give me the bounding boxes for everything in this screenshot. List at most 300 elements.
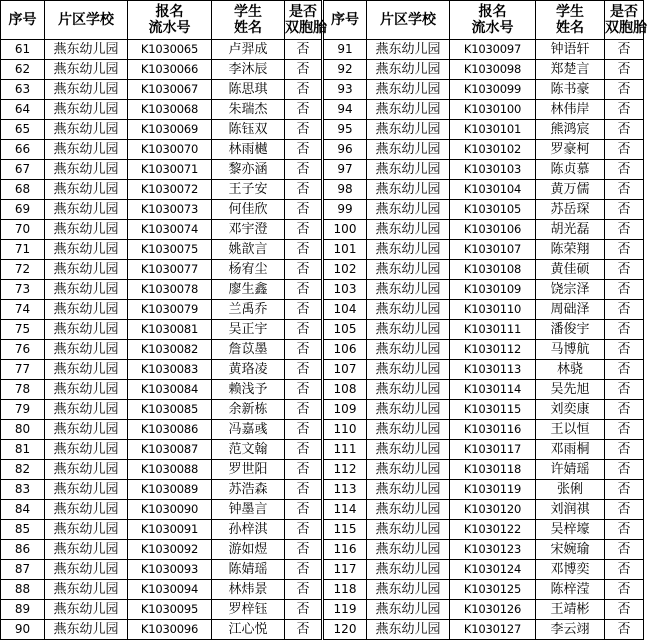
twin-cell: 否 xyxy=(285,140,323,160)
school-cell: 燕东幼儿园 xyxy=(45,80,128,100)
table-row xyxy=(1,360,644,380)
serial-cell: K1030108 xyxy=(450,260,536,280)
student-name-cell: 兰禹乔 xyxy=(212,300,285,320)
twin-cell: 否 xyxy=(285,420,323,440)
header-serial xyxy=(128,1,212,40)
student-name-cell: 饶宗泽 xyxy=(536,280,605,300)
school-cell: 燕东幼儿园 xyxy=(45,240,128,260)
header-twin-line2: 双胞胎 xyxy=(285,20,327,36)
table-header xyxy=(1,1,647,40)
serial-cell: K1030091 xyxy=(128,520,212,540)
student-name-cell: 孙梓淇 xyxy=(212,520,285,540)
school-cell: 燕东幼儿园 xyxy=(45,320,128,340)
header-twin xyxy=(605,1,647,40)
twin-cell: 否 xyxy=(285,360,323,380)
seq-cell: 106 xyxy=(323,340,367,360)
seq-cell: 105 xyxy=(323,320,367,340)
school-cell: 燕东幼儿园 xyxy=(367,260,450,280)
seq-cell: 67 xyxy=(1,160,45,180)
seq-cell: 81 xyxy=(1,440,45,460)
school-cell: 燕东幼儿园 xyxy=(45,520,128,540)
seq-cell: 66 xyxy=(1,140,45,160)
twin-cell: 否 xyxy=(285,240,323,260)
seq-cell: 87 xyxy=(1,560,45,580)
serial-cell: K1030111 xyxy=(450,320,536,340)
serial-cell: K1030072 xyxy=(128,180,212,200)
serial-cell: K1030081 xyxy=(128,320,212,340)
twin-cell: 否 xyxy=(605,520,644,540)
school-cell: 燕东幼儿园 xyxy=(45,500,128,520)
seq-cell: 64 xyxy=(1,100,45,120)
header-serial-line1: 报名 xyxy=(478,4,507,20)
twin-cell: 否 xyxy=(285,180,323,200)
table-row xyxy=(1,220,644,240)
school-cell: 燕东幼儿园 xyxy=(367,480,450,500)
table-row xyxy=(1,320,644,340)
twin-cell: 否 xyxy=(605,200,644,220)
twin-cell: 否 xyxy=(605,500,644,520)
student-name-cell: 刘润祺 xyxy=(536,500,605,520)
school-cell: 燕东幼儿园 xyxy=(367,120,450,140)
seq-cell: 84 xyxy=(1,500,45,520)
header-twin-line2: 双胞胎 xyxy=(605,20,647,36)
seq-cell: 74 xyxy=(1,300,45,320)
table-row xyxy=(1,300,644,320)
header-school xyxy=(367,1,450,40)
serial-cell: K1030085 xyxy=(128,400,212,420)
school-cell: 燕东幼儿园 xyxy=(45,280,128,300)
school-cell: 燕东幼儿园 xyxy=(45,420,128,440)
twin-cell: 否 xyxy=(285,160,323,180)
student-name-cell: 陈婧瑶 xyxy=(212,560,285,580)
twin-cell: 否 xyxy=(285,40,323,60)
serial-cell: K1030097 xyxy=(450,40,536,60)
twin-cell: 否 xyxy=(605,80,644,100)
student-name-cell: 潘俊宇 xyxy=(536,320,605,340)
table-row xyxy=(1,540,644,560)
header-name xyxy=(536,1,605,40)
school-cell: 燕东幼儿园 xyxy=(45,180,128,200)
twin-cell: 否 xyxy=(605,100,644,120)
student-name-cell: 王靖彬 xyxy=(536,600,605,620)
serial-cell: K1030113 xyxy=(450,360,536,380)
seq-cell: 96 xyxy=(323,140,367,160)
student-name-cell: 苏浩森 xyxy=(212,480,285,500)
table-row xyxy=(1,380,644,400)
student-name-cell: 赖浅予 xyxy=(212,380,285,400)
header-name xyxy=(212,1,285,40)
header-name-line1: 学生 xyxy=(234,4,262,20)
school-cell: 燕东幼儿园 xyxy=(367,440,450,460)
seq-cell: 99 xyxy=(323,200,367,220)
twin-cell: 否 xyxy=(285,120,323,140)
school-cell: 燕东幼儿园 xyxy=(45,160,128,180)
header-serial-line2: 流水号 xyxy=(148,20,191,36)
twin-cell: 否 xyxy=(605,460,644,480)
student-name-cell: 陈梓滢 xyxy=(536,580,605,600)
seq-cell: 113 xyxy=(323,480,367,500)
school-cell: 燕东幼儿园 xyxy=(367,360,450,380)
school-cell: 燕东幼儿园 xyxy=(367,300,450,320)
serial-cell: K1030087 xyxy=(128,440,212,460)
seq-cell: 77 xyxy=(1,360,45,380)
seq-cell: 92 xyxy=(323,60,367,80)
header-serial-line2: 流水号 xyxy=(471,20,514,36)
seq-cell: 62 xyxy=(1,60,45,80)
seq-cell: 101 xyxy=(323,240,367,260)
serial-cell: K1030070 xyxy=(128,140,212,160)
student-name-cell: 马博航 xyxy=(536,340,605,360)
school-cell: 燕东幼儿园 xyxy=(367,240,450,260)
serial-cell: K1030100 xyxy=(450,100,536,120)
serial-cell: K1030104 xyxy=(450,180,536,200)
seq-cell: 76 xyxy=(1,340,45,360)
twin-cell: 否 xyxy=(605,580,644,600)
twin-cell: 否 xyxy=(285,440,323,460)
student-name-cell: 林雨樾 xyxy=(212,140,285,160)
school-cell: 燕东幼儿园 xyxy=(45,260,128,280)
student-name-cell: 詹苡墨 xyxy=(212,340,285,360)
student-name-cell: 李云翊 xyxy=(536,620,605,640)
serial-cell: K1030074 xyxy=(128,220,212,240)
school-cell: 燕东幼儿园 xyxy=(367,140,450,160)
twin-cell: 否 xyxy=(605,300,644,320)
student-name-cell: 罗世阳 xyxy=(212,460,285,480)
school-cell: 燕东幼儿园 xyxy=(367,560,450,580)
school-cell: 燕东幼儿园 xyxy=(367,180,450,200)
serial-cell: K1030110 xyxy=(450,300,536,320)
seq-cell: 97 xyxy=(323,160,367,180)
twin-cell: 否 xyxy=(605,280,644,300)
seq-cell: 61 xyxy=(1,40,45,60)
school-cell: 燕东幼儿园 xyxy=(45,620,128,640)
serial-cell: K1030112 xyxy=(450,340,536,360)
student-name-cell: 陈贞慕 xyxy=(536,160,605,180)
student-name-cell: 姚歆言 xyxy=(212,240,285,260)
serial-cell: K1030092 xyxy=(128,540,212,560)
school-cell: 燕东幼儿园 xyxy=(367,600,450,620)
serial-cell: K1030067 xyxy=(128,80,212,100)
school-cell: 燕东幼儿园 xyxy=(367,420,450,440)
serial-cell: K1030122 xyxy=(450,520,536,540)
table-row xyxy=(1,420,644,440)
serial-cell: K1030098 xyxy=(450,60,536,80)
serial-cell: K1030119 xyxy=(450,480,536,500)
serial-cell: K1030127 xyxy=(450,620,536,640)
table-row xyxy=(1,460,644,480)
student-name-cell: 郑楚言 xyxy=(536,60,605,80)
seq-cell: 100 xyxy=(323,220,367,240)
table-row xyxy=(1,180,644,200)
twin-cell: 否 xyxy=(285,520,323,540)
serial-cell: K1030068 xyxy=(128,100,212,120)
school-cell: 燕东幼儿园 xyxy=(367,620,450,640)
seq-cell: 104 xyxy=(323,300,367,320)
seq-cell: 107 xyxy=(323,360,367,380)
seq-cell: 95 xyxy=(323,120,367,140)
seq-cell: 120 xyxy=(323,620,367,640)
seq-cell: 83 xyxy=(1,480,45,500)
student-name-cell: 黄珞凌 xyxy=(212,360,285,380)
student-name-cell: 宋婉瑜 xyxy=(536,540,605,560)
twin-cell: 否 xyxy=(285,60,323,80)
twin-cell: 否 xyxy=(285,500,323,520)
school-cell: 燕东幼儿园 xyxy=(367,80,450,100)
serial-cell: K1030120 xyxy=(450,500,536,520)
twin-cell: 否 xyxy=(285,460,323,480)
table-row xyxy=(1,160,644,180)
school-cell: 燕东幼儿园 xyxy=(45,480,128,500)
school-cell: 燕东幼儿园 xyxy=(45,440,128,460)
header-row xyxy=(1,1,644,40)
serial-cell: K1030118 xyxy=(450,460,536,480)
school-cell: 燕东幼儿园 xyxy=(45,380,128,400)
school-cell: 燕东幼儿园 xyxy=(367,60,450,80)
student-name-cell: 吴正宇 xyxy=(212,320,285,340)
header-seq xyxy=(1,1,45,40)
twin-cell: 否 xyxy=(285,200,323,220)
serial-cell: K1030117 xyxy=(450,440,536,460)
table-row xyxy=(1,200,644,220)
seq-cell: 90 xyxy=(1,620,45,640)
table-row xyxy=(1,120,644,140)
seq-cell: 70 xyxy=(1,220,45,240)
serial-cell: K1030103 xyxy=(450,160,536,180)
school-cell: 燕东幼儿园 xyxy=(45,580,128,600)
serial-cell: K1030099 xyxy=(450,80,536,100)
school-cell: 燕东幼儿园 xyxy=(367,540,450,560)
seq-cell: 109 xyxy=(323,400,367,420)
student-name-cell: 廖生鑫 xyxy=(212,280,285,300)
student-name-cell: 邓雨桐 xyxy=(536,440,605,460)
student-name-cell: 周础泽 xyxy=(536,300,605,320)
serial-cell: K1030065 xyxy=(128,40,212,60)
serial-cell: K1030075 xyxy=(128,240,212,260)
school-cell: 燕东幼儿园 xyxy=(367,380,450,400)
table-row xyxy=(1,140,644,160)
student-name-cell: 许婧瑶 xyxy=(536,460,605,480)
student-name-cell: 范文翰 xyxy=(212,440,285,460)
school-cell: 燕东幼儿园 xyxy=(45,40,128,60)
seq-cell: 82 xyxy=(1,460,45,480)
seq-cell: 117 xyxy=(323,560,367,580)
serial-cell: K1030116 xyxy=(450,420,536,440)
student-name-cell: 钟墨言 xyxy=(212,500,285,520)
school-cell: 燕东幼儿园 xyxy=(367,460,450,480)
seq-cell: 114 xyxy=(323,500,367,520)
twin-cell: 否 xyxy=(285,260,323,280)
serial-cell: K1030093 xyxy=(128,560,212,580)
serial-cell: K1030086 xyxy=(128,420,212,440)
twin-cell: 否 xyxy=(605,60,644,80)
table-body xyxy=(1,40,644,640)
table-row xyxy=(1,560,644,580)
twin-cell: 否 xyxy=(285,580,323,600)
school-cell: 燕东幼儿园 xyxy=(367,340,450,360)
student-name-cell: 苏岳琛 xyxy=(536,200,605,220)
twin-cell: 否 xyxy=(285,400,323,420)
student-name-cell: 游如煜 xyxy=(212,540,285,560)
header-twin xyxy=(285,1,327,40)
table-row xyxy=(1,440,644,460)
student-name-cell: 罗梓钰 xyxy=(212,600,285,620)
table-row xyxy=(1,100,644,120)
school-cell: 燕东幼儿园 xyxy=(367,320,450,340)
school-cell: 燕东幼儿园 xyxy=(45,600,128,620)
twin-cell: 否 xyxy=(605,120,644,140)
twin-cell: 否 xyxy=(605,420,644,440)
student-name-cell: 黄佳硕 xyxy=(536,260,605,280)
student-name-cell: 卢羿成 xyxy=(212,40,285,60)
seq-cell: 102 xyxy=(323,260,367,280)
seq-cell: 78 xyxy=(1,380,45,400)
seq-cell: 115 xyxy=(323,520,367,540)
table-row xyxy=(1,500,644,520)
seq-cell: 65 xyxy=(1,120,45,140)
school-cell: 燕东幼儿园 xyxy=(367,100,450,120)
school-cell: 燕东幼儿园 xyxy=(45,220,128,240)
student-name-cell: 陈荣翔 xyxy=(536,240,605,260)
seq-cell: 88 xyxy=(1,580,45,600)
seq-cell: 93 xyxy=(323,80,367,100)
header-serial xyxy=(450,1,536,40)
table-row xyxy=(1,40,644,60)
seq-cell: 69 xyxy=(1,200,45,220)
student-name-cell: 冯嘉彧 xyxy=(212,420,285,440)
seq-cell: 80 xyxy=(1,420,45,440)
seq-cell: 72 xyxy=(1,260,45,280)
table-row xyxy=(1,620,644,640)
school-cell: 燕东幼儿园 xyxy=(45,340,128,360)
seq-cell: 89 xyxy=(1,600,45,620)
serial-cell: K1030123 xyxy=(450,540,536,560)
header-serial-line1: 报名 xyxy=(155,4,184,20)
table-row xyxy=(1,520,644,540)
table-row xyxy=(1,260,644,280)
header-school-label: 片区学校 xyxy=(58,12,114,28)
seq-cell: 85 xyxy=(1,520,45,540)
header-twin-line1: 是否 xyxy=(610,4,638,20)
serial-cell: K1030105 xyxy=(450,200,536,220)
seq-cell: 79 xyxy=(1,400,45,420)
seq-cell: 71 xyxy=(1,240,45,260)
twin-cell: 否 xyxy=(605,540,644,560)
school-cell: 燕东幼儿园 xyxy=(45,460,128,480)
school-cell: 燕东幼儿园 xyxy=(367,160,450,180)
school-cell: 燕东幼儿园 xyxy=(45,140,128,160)
school-cell: 燕东幼儿园 xyxy=(367,500,450,520)
serial-cell: K1030066 xyxy=(128,60,212,80)
header-school-label: 片区学校 xyxy=(380,12,436,28)
twin-cell: 否 xyxy=(285,220,323,240)
table-row xyxy=(1,240,644,260)
serial-cell: K1030082 xyxy=(128,340,212,360)
school-cell: 燕东幼儿园 xyxy=(367,40,450,60)
school-cell: 燕东幼儿园 xyxy=(45,540,128,560)
twin-cell: 否 xyxy=(285,80,323,100)
serial-cell: K1030102 xyxy=(450,140,536,160)
serial-cell: K1030088 xyxy=(128,460,212,480)
table-row xyxy=(1,280,644,300)
twin-cell: 否 xyxy=(605,620,644,640)
student-name-cell: 邓博奕 xyxy=(536,560,605,580)
seq-cell: 68 xyxy=(1,180,45,200)
serial-cell: K1030101 xyxy=(450,120,536,140)
twin-cell: 否 xyxy=(285,540,323,560)
school-cell: 燕东幼儿园 xyxy=(367,200,450,220)
header-seq xyxy=(323,1,367,40)
seq-cell: 63 xyxy=(1,80,45,100)
twin-cell: 否 xyxy=(285,600,323,620)
twin-cell: 否 xyxy=(285,620,323,640)
school-cell: 燕东幼儿园 xyxy=(45,400,128,420)
student-name-cell: 邓宇澄 xyxy=(212,220,285,240)
school-cell: 燕东幼儿园 xyxy=(367,280,450,300)
seq-cell: 111 xyxy=(323,440,367,460)
seq-cell: 118 xyxy=(323,580,367,600)
seq-cell: 94 xyxy=(323,100,367,120)
student-name-cell: 江心悦 xyxy=(212,620,285,640)
student-name-cell: 何佳欣 xyxy=(212,200,285,220)
school-cell: 燕东幼儿园 xyxy=(367,220,450,240)
twin-cell: 否 xyxy=(605,260,644,280)
seq-cell: 116 xyxy=(323,540,367,560)
twin-cell: 否 xyxy=(285,280,323,300)
school-cell: 燕东幼儿园 xyxy=(45,300,128,320)
serial-cell: K1030095 xyxy=(128,600,212,620)
header-school xyxy=(45,1,128,40)
seq-cell: 91 xyxy=(323,40,367,60)
header-name-line2: 姓名 xyxy=(234,20,262,36)
student-name-cell: 林骁 xyxy=(536,360,605,380)
serial-cell: K1030114 xyxy=(450,380,536,400)
serial-cell: K1030083 xyxy=(128,360,212,380)
student-name-cell: 林伟岸 xyxy=(536,100,605,120)
header-seq-label: 序号 xyxy=(8,12,37,28)
serial-cell: K1030079 xyxy=(128,300,212,320)
header-twin-line1: 是否 xyxy=(289,4,317,20)
twin-cell: 否 xyxy=(605,400,644,420)
seq-cell: 110 xyxy=(323,420,367,440)
serial-cell: K1030071 xyxy=(128,160,212,180)
serial-cell: K1030077 xyxy=(128,260,212,280)
serial-cell: K1030125 xyxy=(450,580,536,600)
student-name-cell: 刘奕康 xyxy=(536,400,605,420)
school-cell: 燕东幼儿园 xyxy=(45,60,128,80)
twin-cell: 否 xyxy=(605,140,644,160)
twin-cell: 否 xyxy=(605,240,644,260)
student-name-cell: 罗豪柯 xyxy=(536,140,605,160)
serial-cell: K1030124 xyxy=(450,560,536,580)
serial-cell: K1030109 xyxy=(450,280,536,300)
seq-cell: 86 xyxy=(1,540,45,560)
seq-cell: 98 xyxy=(323,180,367,200)
seq-cell: 112 xyxy=(323,460,367,480)
twin-cell: 否 xyxy=(285,320,323,340)
twin-cell: 否 xyxy=(605,40,644,60)
twin-cell: 否 xyxy=(285,480,323,500)
student-name-cell: 王以恒 xyxy=(536,420,605,440)
serial-cell: K1030094 xyxy=(128,580,212,600)
twin-cell: 否 xyxy=(605,600,644,620)
serial-cell: K1030107 xyxy=(450,240,536,260)
twin-cell: 否 xyxy=(285,300,323,320)
table-row xyxy=(1,580,644,600)
school-cell: 燕东幼儿园 xyxy=(367,580,450,600)
twin-cell: 否 xyxy=(285,380,323,400)
table-row xyxy=(1,400,644,420)
serial-cell: K1030073 xyxy=(128,200,212,220)
